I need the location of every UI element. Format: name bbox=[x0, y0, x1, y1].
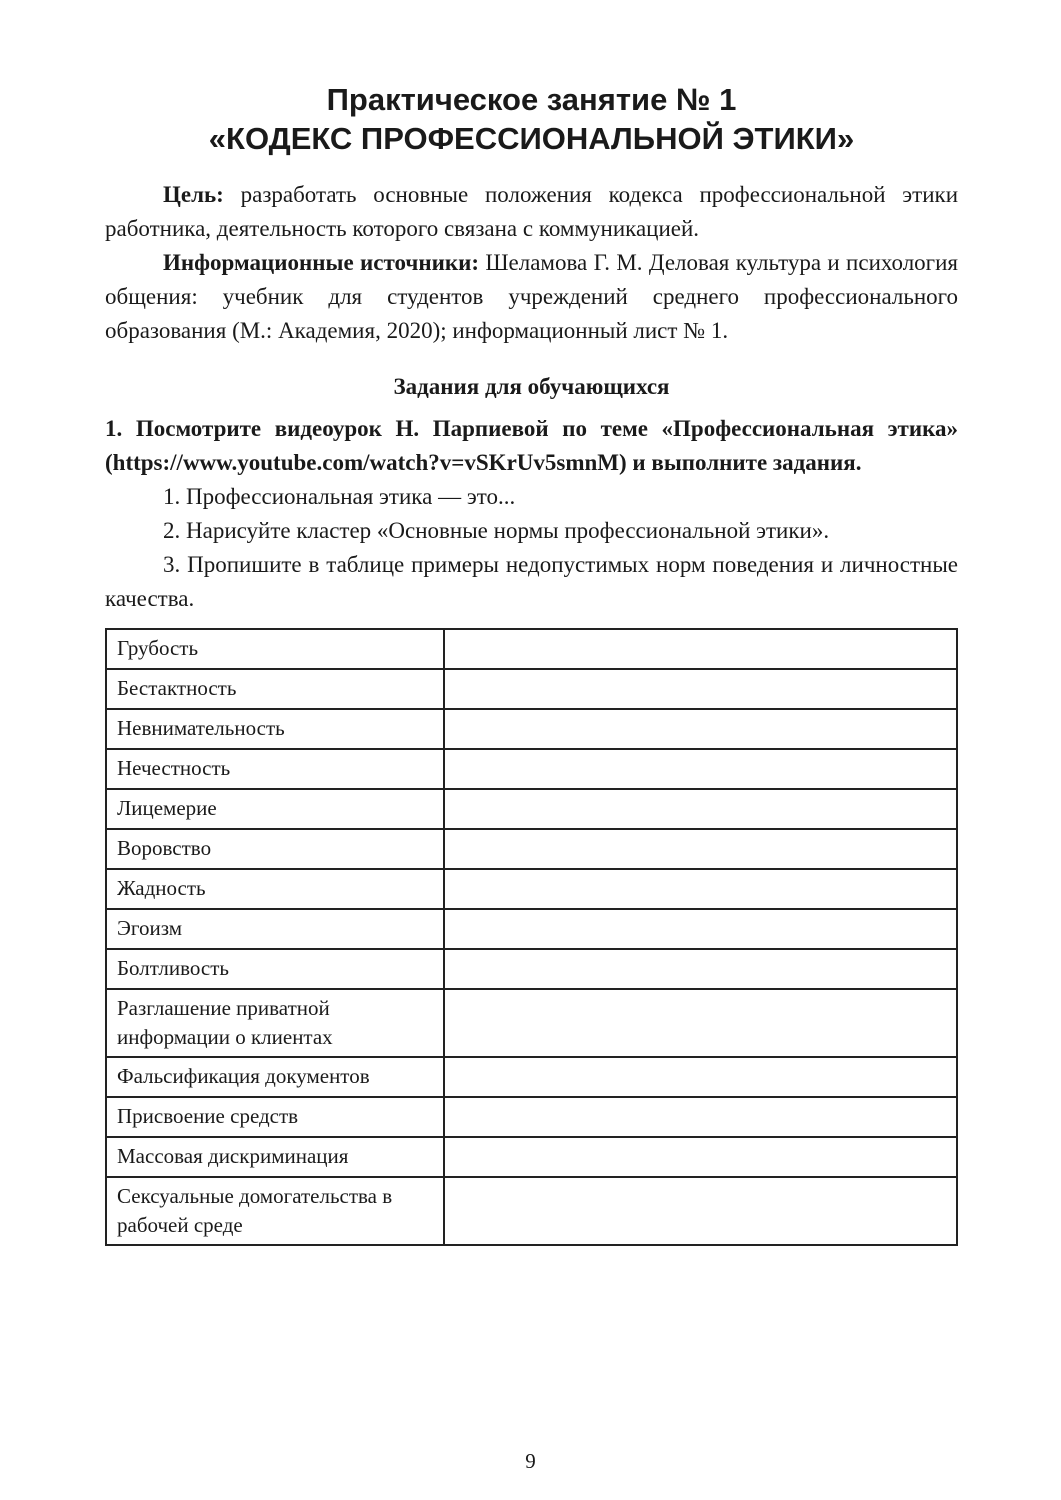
row-label: Присвоение средств bbox=[106, 1097, 444, 1137]
row-label: Фальсификация документов bbox=[106, 1057, 444, 1097]
sources-text: Шеламова Г. М. Деловая культура и психология общения: учебник для студентов учреждений среднего профессионального образования (М.: Академия, 2020); информационный лист № 1. bbox=[105, 250, 958, 343]
table-row bbox=[106, 909, 957, 949]
page-title bbox=[105, 80, 958, 158]
row-answer-cell bbox=[444, 749, 957, 789]
row-answer-cell bbox=[444, 709, 957, 749]
row-answer-cell bbox=[444, 989, 957, 1057]
table-row bbox=[106, 869, 957, 909]
row-label: Эгоизм bbox=[106, 909, 444, 949]
row-label: Нечестность bbox=[106, 749, 444, 789]
table-row bbox=[106, 829, 957, 869]
title-line-2: «КОДЕКС ПРОФЕССИОНАЛЬНОЙ ЭТИКИ» bbox=[208, 121, 855, 156]
row-answer-cell bbox=[444, 1137, 957, 1177]
section-title: Задания для обучающихся bbox=[393, 374, 670, 399]
table-row bbox=[106, 629, 957, 669]
task-item: 2. Нарисуйте кластер «Основные нормы профессиональной этики». bbox=[163, 518, 830, 543]
sources-paragraph bbox=[105, 246, 958, 348]
row-label: Грубость bbox=[106, 629, 444, 669]
row-answer-cell bbox=[444, 629, 957, 669]
row-answer-cell bbox=[444, 869, 957, 909]
row-label: Лицемерие bbox=[106, 789, 444, 829]
table-row bbox=[106, 989, 957, 1057]
row-label: Сексуальные домогательства в рабочей среде bbox=[106, 1177, 444, 1245]
page-content bbox=[105, 80, 958, 1246]
task-heading: 1. Посмотрите видеоурок Н. Парпиевой по теме «Профессиональная этика» (https://www.youtube.com/watch?v=vSKrUv5smnM) и выполните задания. bbox=[105, 416, 958, 475]
sources-label: Информационные источники: bbox=[163, 250, 480, 275]
row-label: Невнимательность bbox=[106, 709, 444, 749]
table-row bbox=[106, 949, 957, 989]
row-answer-cell bbox=[444, 1097, 957, 1137]
table-row bbox=[106, 669, 957, 709]
row-answer-cell bbox=[444, 1177, 957, 1245]
row-answer-cell bbox=[444, 789, 957, 829]
row-label: Жадность bbox=[106, 869, 444, 909]
row-label: Болтливость bbox=[106, 949, 444, 989]
table-row bbox=[106, 1137, 957, 1177]
row-answer-cell bbox=[444, 829, 957, 869]
goal-text: разработать основные положения кодекса профессиональной этики работника, деятельность которого связана с коммуникацией. bbox=[105, 182, 958, 241]
goal-paragraph bbox=[105, 178, 958, 246]
row-answer-cell bbox=[444, 1057, 957, 1097]
row-label: Бестактность bbox=[106, 669, 444, 709]
table-row bbox=[106, 789, 957, 829]
row-answer-cell bbox=[444, 949, 957, 989]
page-number: 9 bbox=[525, 1449, 536, 1473]
table-row bbox=[106, 1177, 957, 1245]
norms-table bbox=[105, 628, 958, 1246]
table-row bbox=[106, 1097, 957, 1137]
row-label: Массовая дискриминация bbox=[106, 1137, 444, 1177]
table-row bbox=[106, 749, 957, 789]
table-row bbox=[106, 709, 957, 749]
row-answer-cell bbox=[444, 909, 957, 949]
row-label: Воровство bbox=[106, 829, 444, 869]
table-row bbox=[106, 1057, 957, 1097]
task-item: 1. Профессиональная этика — это... bbox=[163, 484, 516, 509]
task-item: 3. Пропишите в таблице примеры недопустимых норм поведения и личностные качества. bbox=[105, 552, 958, 611]
row-label: Разглашение приватной информации о клиентах bbox=[106, 989, 444, 1057]
row-answer-cell bbox=[444, 669, 957, 709]
goal-label: Цель: bbox=[163, 182, 224, 207]
title-line-1: Практическое занятие № 1 bbox=[326, 82, 737, 117]
